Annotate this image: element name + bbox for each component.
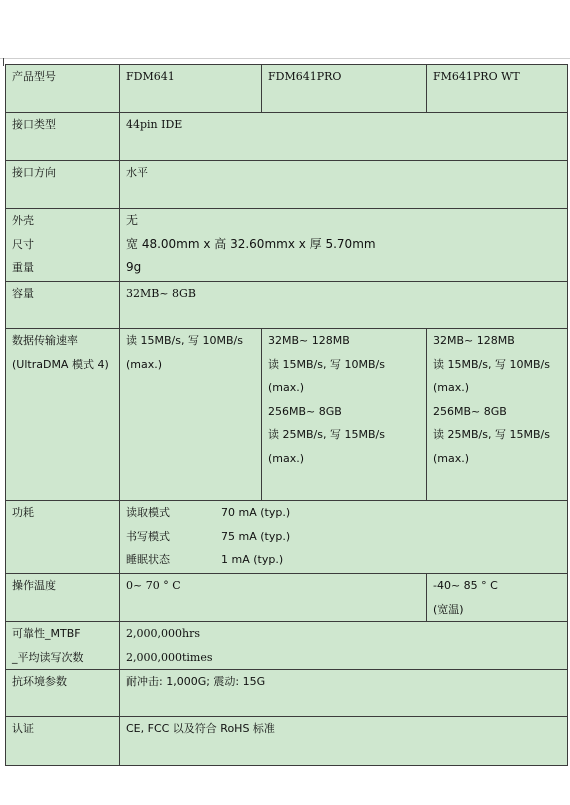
certification-row: [6, 717, 568, 766]
operating-temp-wide-range: -40~ 85 ° C: [433, 579, 498, 592]
interface-type-value: 44pin IDE: [126, 118, 183, 131]
transfer-fdm641pro-range2: 256MB~ 8GB: [268, 404, 342, 418]
environment-label-cell: [6, 670, 120, 717]
page-margin-tick: [3, 58, 4, 66]
transfer-fm641prowt-range1: 32MB~ 128MB: [433, 334, 515, 347]
interface-type-row: [6, 113, 568, 161]
capacity-value-cell: [120, 282, 568, 329]
interface-direction-value: 水平: [126, 166, 148, 179]
transfer-fm641prowt-cell: [427, 329, 568, 501]
transfer-fdm641pro-range1: 32MB~ 128MB: [268, 334, 350, 347]
power-value-cell: [120, 501, 568, 574]
rw-cycles-value: 2,000,000times: [126, 650, 213, 664]
interface-direction-value-cell: [120, 161, 568, 209]
model-fm641prowt: FM641PRO WT: [433, 70, 520, 83]
model-label-cell: [6, 65, 120, 113]
mtbf-label: 可靠性_MTBF: [12, 627, 81, 640]
operating-temp-label: 操作温度: [12, 579, 56, 592]
certification-value-cell: [120, 717, 568, 766]
operating-temp-standard: 0~ 70 ° C: [126, 579, 181, 592]
mtbf-value: 2,000,000hrs: [126, 627, 200, 640]
transfer-rate-label: 数据传输速率: [12, 334, 78, 347]
physical-label-cell: [6, 209, 120, 282]
interface-direction-label-cell: [6, 161, 120, 209]
housing-label: 外壳: [12, 214, 34, 227]
certification-label: 认证: [12, 722, 34, 735]
interface-type-label: 接口类型: [12, 118, 56, 131]
power-label-cell: [6, 501, 120, 574]
power-read-mode: 读取模式: [126, 506, 170, 519]
environment-label: 抗环境参数: [12, 675, 67, 688]
capacity-label-cell: [6, 282, 120, 329]
operating-temp-standard-cell: [120, 574, 427, 622]
weight-label: 重量: [12, 261, 34, 274]
transfer-fdm641pro-speed2: 读 25MB/s, 写 15MB/s: [268, 428, 385, 441]
transfer-fdm641-max: (max.): [126, 357, 163, 371]
model-fm641prowt-cell: [427, 65, 568, 113]
power-sleep-line: [126, 548, 567, 572]
reliability-value-cell: [120, 622, 568, 670]
interface-direction-label: 接口方向: [12, 166, 56, 179]
transfer-fdm641pro-max2: (max.): [268, 451, 305, 465]
interface-type-label-cell: [6, 113, 120, 161]
physical-row: [6, 209, 568, 282]
power-read-line: [126, 501, 567, 525]
page-top-rule: [0, 58, 570, 59]
model-fdm641: FDM641: [126, 70, 175, 83]
transfer-fm641prowt-speed1: 读 15MB/s, 写 10MB/s: [433, 357, 550, 371]
transfer-rate-label-cell: [6, 329, 120, 501]
operating-temp-wide-note: (宽温): [433, 602, 464, 616]
transfer-fdm641-cell: [120, 329, 262, 501]
environment-value-cell: [120, 670, 568, 717]
power-read-value: 70 mA (typ.): [221, 506, 291, 519]
dimensions-label: 尺寸: [12, 237, 34, 251]
dimensions-value: 宽 48.00mm x 高 32.60mmx x 厚 5.70mm: [126, 236, 376, 251]
model-fdm641pro: FDM641PRO: [268, 70, 342, 83]
reliability-label-cell: [6, 622, 120, 670]
transfer-fm641prowt-speed2: 读 25MB/s, 写 15MB/s: [433, 428, 550, 441]
model-row: [6, 65, 568, 113]
operating-temp-row: [6, 574, 568, 622]
power-label: 功耗: [12, 506, 34, 519]
environment-row: [6, 670, 568, 717]
transfer-fdm641-speed: 读 15MB/s, 写 10MB/s: [126, 334, 243, 347]
transfer-rate-row: [6, 329, 568, 501]
transfer-fdm641pro-cell: [262, 329, 427, 501]
power-write-mode: 书写模式: [126, 529, 170, 543]
housing-value: 无: [126, 213, 139, 227]
transfer-fm641prowt-max1: (max.): [433, 381, 470, 394]
interface-direction-row: [6, 161, 568, 209]
capacity-value: 32MB~ 8GB: [126, 287, 196, 300]
power-write-line: [126, 525, 567, 549]
transfer-fm641prowt-max2: (max.): [433, 451, 470, 465]
physical-value-cell: [120, 209, 568, 282]
certification-label-cell: [6, 717, 120, 766]
transfer-fm641prowt-range2: 256MB~ 8GB: [433, 404, 507, 418]
model-fdm641-cell: [120, 65, 262, 113]
power-sleep-mode: 睡眠状态: [126, 553, 170, 566]
capacity-label: 容量: [12, 287, 34, 300]
transfer-fdm641pro-max1: (max.): [268, 381, 305, 394]
spec-table: [5, 64, 568, 766]
model-label: 产品型号: [12, 70, 56, 83]
transfer-rate-mode-label: (UltraDMA 模式 4): [12, 357, 109, 371]
capacity-row: [6, 282, 568, 329]
power-sleep-value: 1 mA (typ.): [221, 553, 284, 566]
power-write-value: 75 mA (typ.): [221, 529, 291, 543]
transfer-fdm641pro-speed1: 读 15MB/s, 写 10MB/s: [268, 357, 385, 371]
model-fdm641pro-cell: [262, 65, 427, 113]
weight-value: 9g: [126, 260, 142, 274]
reliability-row: [6, 622, 568, 670]
operating-temp-wide-cell: [427, 574, 568, 622]
rw-cycles-label: _平均读写次数: [12, 650, 84, 664]
power-row: [6, 501, 568, 574]
interface-type-value-cell: [120, 113, 568, 161]
certification-value: CE, FCC 以及符合 RoHS 标准: [126, 722, 275, 735]
environment-value: 耐冲击: 1,000G; 震动: 15G: [126, 675, 266, 688]
operating-temp-label-cell: [6, 574, 120, 622]
